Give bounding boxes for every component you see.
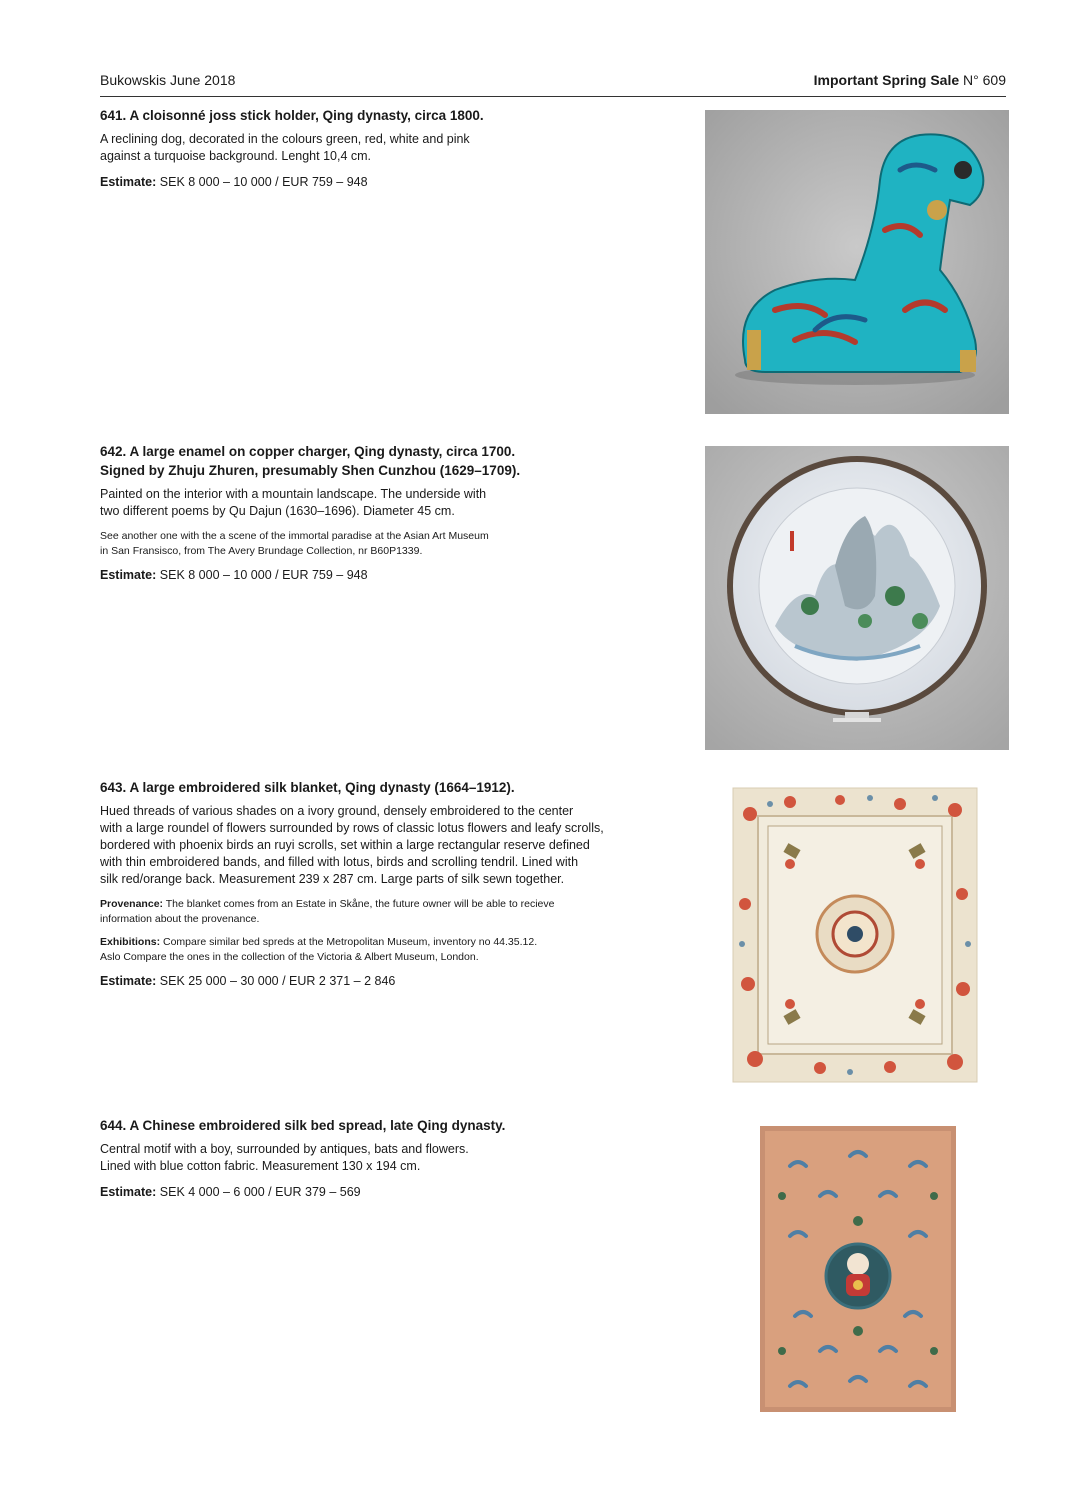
description-line: Painted on the interior with a mountain landscape. The underside with [100,487,487,501]
lot-title-line: 641. A cloisonné joss stick holder, Qing dynasty, circa 1800. [100,108,484,123]
silk-blanket-photo [730,784,980,1086]
sale-title [814,72,1006,88]
estimate-value: SEK 8 000 – 10 000 / EUR 759 – 948 [159,175,368,189]
sale-number: N° 609 [963,72,1006,88]
lot-estimate [100,174,660,191]
bed-spread-photo [760,1126,956,1412]
description-line: with a large roundel of flowers surrounded by rows of classic lotus flowers and leafy scrolls, [100,821,604,835]
provenance-line: The blanket comes from an Estate in Skåne, the future owner will be able to recieve [163,898,555,910]
lot-estimate [100,567,660,584]
estimate-value: SEK 8 000 – 10 000 / EUR 759 – 948 [159,568,368,582]
lot-description [100,131,660,165]
lot-reference-note [100,529,660,559]
description-line: against a turquoise background. Lenght 10,4 cm. [100,149,372,163]
lot-641 [100,106,660,191]
catalogue-date: Bukowskis June 2018 [100,72,236,88]
lot-title-line: 642. A large enamel on copper charger, Qing dynasty, circa 1700. [100,444,516,459]
description-line: A reclining dog, decorated in the colours green, red, white and pink [100,132,470,146]
sale-name: Important Spring Sale [813,72,960,88]
estimate-label: Estimate: [100,1185,157,1199]
cloisonne-dog-photo [705,110,1009,414]
exhibitions-line: Aslo Compare the ones in the collection of the Victoria & Albert Museum, London. [100,951,479,963]
lot-description [100,1141,660,1175]
lot-exhibitions [100,935,660,965]
lot-644 [100,1116,660,1201]
description-line: Hued threads of various shades on a ivory ground, densely embroidered to the center [100,804,574,818]
estimate-value: SEK 4 000 – 6 000 / EUR 379 – 569 [159,1185,361,1199]
lot-title-line: 644. A Chinese embroidered silk bed spread, late Qing dynasty. [100,1118,506,1133]
exhibitions-line: Compare similar bed spreds at the Metropolitan Museum, inventory no 44.35.12. [160,936,538,948]
description-line: bordered with phoenix birds an ruyi scrolls, set within a large rectangular reserve defined [100,838,590,852]
estimate-label: Estimate: [100,175,157,189]
description-line: Lined with blue cotton fabric. Measurement 130 x 194 cm. [100,1159,421,1173]
lot-provenance [100,897,660,927]
description-line: silk red/orange back. Measurement 239 x 287 cm. Large parts of silk sewn together. [100,872,565,886]
lot-title [100,778,660,797]
description-line: with thin embroidered bands, and filled with lotus, birds and scrolling tendril. Lined with [100,855,579,869]
estimate-label: Estimate: [100,568,157,582]
enamel-charger-photo [705,446,1009,750]
lot-643 [100,778,660,990]
lot-title [100,1116,660,1135]
lot-title-line: 643. A large embroidered silk blanket, Qing dynasty (1664–1912). [100,780,515,795]
estimate-value: SEK 25 000 – 30 000 / EUR 2 371 – 2 846 [159,974,396,988]
estimate-label: Estimate: [100,974,157,988]
lot-642 [100,442,660,584]
description-line: Central motif with a boy, surrounded by antiques, bats and flowers. [100,1142,469,1156]
provenance-label: Provenance: [100,898,164,910]
lot-estimate [100,1184,660,1201]
lot-description [100,803,660,888]
lot-title [100,106,660,125]
note-line: See another one with the a scene of the immortal paradise at the Asian Art Museum [100,530,489,542]
description-line: two different poems by Qu Dajun (1630–1696). Diameter 45 cm. [100,504,455,518]
lot-title [100,442,660,480]
page-header [100,72,1006,97]
lot-description [100,486,660,520]
lot-title-line: Signed by Zhuju Zhuren, presumably Shen Cunzhou (1629–1709). [100,463,521,478]
exhibitions-label: Exhibitions: [100,936,161,948]
provenance-line: information about the provenance. [100,913,260,925]
lot-estimate [100,973,660,990]
note-line: in San Fransisco, from The Avery Brundage Collection, nr B60P1339. [100,545,423,557]
